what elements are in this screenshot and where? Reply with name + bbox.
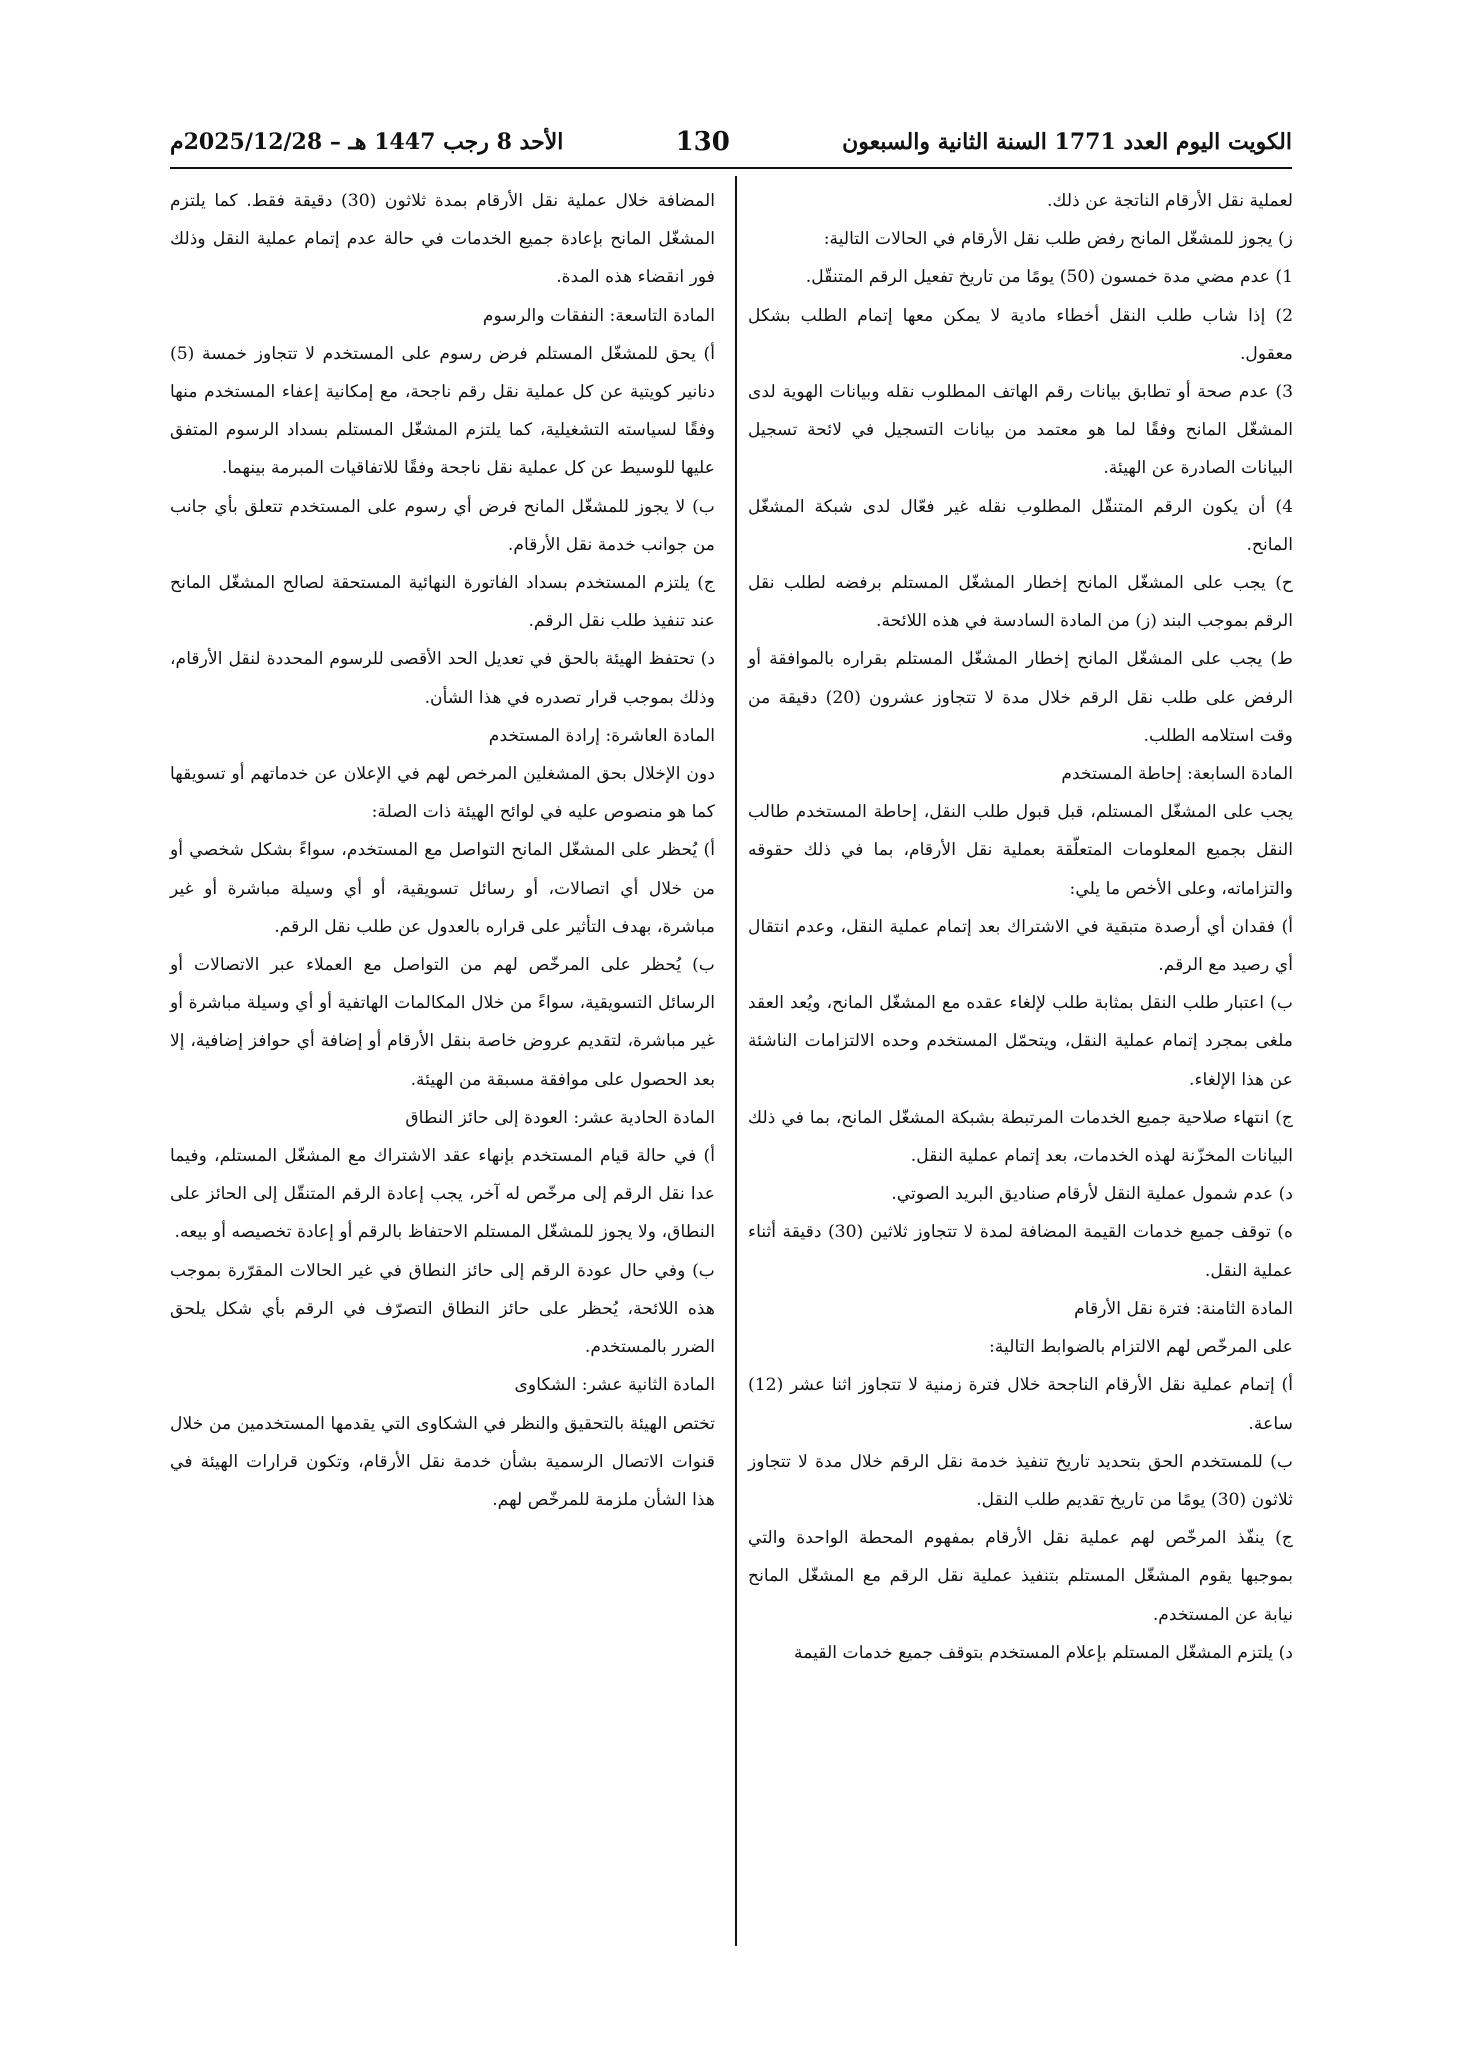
paragraph: د) تحتفظ الهيئة بالحق في تعديل الحد الأقصى للرسوم المحددة لنقل الأرقام، وذلك بموجب قرار تصدره في هذا الشأن. xyxy=(170,649,715,708)
paragraph: ب) لا يجوز للمشغّل المانح فرض أي رسوم على المستخدم تتعلق بأي جانب من جوانب خدمة نقل الأرقام. xyxy=(170,496,715,555)
paragraph: ج) ينفّذ المرخّص لهم عملية نقل الأرقام بمفهوم المحطة الواحدة والتي بموجبها يقوم المشغّل المستلم بتنفيذ عملية نقل الرقم مع المشغّل المانح نيابة عن المستخدم. xyxy=(748,1528,1293,1625)
paragraph: أ) يُحظر على المشغّل المانح التواصل مع المستخدم، سواءً بشكل شخصي أو من خلال أي اتصالات، أو رسائل تسويقية، أو أي وسيلة مباشرة أو غير مباشرة، بهدف التأثير على قراره بالعدول عن طلب نقل الرقم. xyxy=(170,840,715,937)
column-divider xyxy=(735,176,737,1946)
paragraph: 4) أن يكون الرقم المتنقّل المطلوب نقله غير فعّال لدى شبكة المشغّل المانح. xyxy=(748,496,1293,555)
left-column xyxy=(170,182,715,1519)
paragraph: ج) انتهاء صلاحية جميع الخدمات المرتبطة بشبكة المشغّل المانح، بما في ذلك البيانات المخزّنة لهذه الخدمات، بعد إتمام عملية النقل. xyxy=(748,1107,1293,1167)
paragraph: ب) اعتبار طلب النقل بمثابة طلب لإلغاء عقده مع المشغّل المانح، ويُعد العقد ملغى بمجرد إتمام عملية النقل، ويتحمّل المستخدم وحده الالتزامات الناشئة عن هذا الإلغاء. xyxy=(748,993,1293,1090)
paragraph: دون الإخلال بحق المشغلين المرخص لهم في الإعلان عن خدماتهم أو تسويقها كما هو منصوص عليه في لوائح الهيئة ذات الصلة: xyxy=(170,764,715,823)
paragraph: ز) يجوز للمشغّل المانح رفض طلب نقل الأرقام في الحالات التالية: xyxy=(823,229,1293,250)
article-heading: المادة الحادية عشر: العودة إلى حائز النطاق xyxy=(405,1107,715,1128)
article-heading: المادة التاسعة: النفقات والرسوم xyxy=(482,305,715,326)
paragraph: أ) إتمام عملية نقل الأرقام الناجحة خلال فترة زمنية لا تتجاوز اثنا عشر (12) ساعة. xyxy=(748,1375,1293,1434)
page-number: 130 xyxy=(675,127,730,157)
paragraph: ه) توقف جميع خدمات القيمة المضافة لمدة لا تتجاوز ثلاثين (30) دقيقة أثناء عملية النقل. xyxy=(748,1222,1293,1281)
right-column xyxy=(748,182,1293,1672)
paragraph: 1) عدم مضي مدة خمسون (50) يومًا من تاريخ تفعيل الرقم المتنقّل. xyxy=(805,267,1293,288)
paragraph: المضافة خلال عملية نقل الأرقام بمدة ثلاثون (30) دقيقة فقط. كما يلتزم المشغّل المانح بإعادة جميع الخدمات في حالة عدم إتمام عملية النقل وذلك فور انقضاء هذه المدة. xyxy=(170,191,715,288)
gazette-issue-info: الكويت اليوم العدد 1771 السنة الثانية والسبعون xyxy=(842,129,1292,155)
paragraph: أ) فقدان أي أرصدة متبقية في الاشتراك بعد إتمام عملية النقل، وعدم انتقال أي رصيد مع الرقم. xyxy=(748,916,1293,976)
paragraph: أ) يحق للمشغّل المستلم فرض رسوم على المستخدم لا تتجاوز خمسة (5) دنانير كويتية عن كل عملية نقل رقم ناجحة، مع إمكانية إعفاء المستخدم منها وفقًا لسياسته التشغيلية، كما يلتزم المشغّل المستلم بسداد الرسوم المتفق عليها للوسيط عن كل عملية نقل ناجحة وفقًا للاتفاقيات المبرمة بينهما. xyxy=(170,343,715,479)
paragraph: د) عدم شمول عملية النقل لأرقام صناديق البريد الصوتي. xyxy=(891,1184,1293,1205)
paragraph: يجب على المشغّل المستلم، قبل قبول طلب النقل، إحاطة المستخدم طالب النقل بجميع المعلومات المتعلّقة بعملية نقل الأرقام، بما في ذلك حقوقه والتزاماته، وعلى الأخص ما يلي: xyxy=(748,802,1293,899)
paragraph: لعملية نقل الأرقام الناتجة عن ذلك. xyxy=(1046,191,1293,211)
paragraph: ح) يجب على المشغّل المانح إخطار المشغّل المستلم برفضه لطلب نقل الرقم بموجب البند (ز) من المادة السادسة في هذه اللائحة. xyxy=(748,573,1293,632)
paragraph: ب) وفي حال عودة الرقم إلى حائز النطاق في غير الحالات المقرّرة بموجب هذه اللائحة، يُحظر على حائز النطاق التصرّف في الرقم بأي شكل يلحق الضرر بالمستخدم. xyxy=(170,1260,715,1358)
paragraph: ب) للمستخدم الحق بتحديد تاريخ تنفيذ خدمة نقل الرقم خلال مدة لا تتجاوز ثلاثون (30) يومًا من تاريخ تقديم طلب النقل. xyxy=(748,1451,1293,1510)
article-heading: المادة العاشرة: إرادة المستخدم xyxy=(488,725,715,746)
header-divider xyxy=(170,167,1292,169)
article-heading: المادة السابعة: إحاطة المستخدم xyxy=(1061,764,1293,785)
article-heading: المادة الثانية عشر: الشكاوى xyxy=(514,1375,715,1396)
paragraph: ب) يُحظر على المرخّص لهم من التواصل مع العملاء عبر الاتصالات أو الرسائل التسويقية، سواءً من خلال المكالمات الهاتفية أو أي وسيلة مباشرة أو غير مباشرة، لتقديم عروض خاصة بنقل الأرقام أو إضافة أي حوافز إضافية، إلا بعد الحصول على موافقة مسبقة من الهيئة. xyxy=(170,955,715,1090)
paragraph: 2) إذا شاب طلب النقل أخطاء مادية لا يمكن معها إتمام الطلب بشكل معقول. xyxy=(748,305,1293,364)
paragraph: تختص الهيئة بالتحقيق والنظر في الشكاوى التي يقدمها المستخدمين من خلال قنوات الاتصال الرسمية بشأن خدمة نقل الأرقام، وتكون قرارات الهيئة في هذا الشأن ملزمة للمرخّص لهم. xyxy=(170,1413,715,1510)
paragraph: أ) في حالة قيام المستخدم بإنهاء عقد الاشتراك مع المشغّل المستلم، وفيما عدا نقل الرقم إلى مرخّص له آخر، يجب إعادة الرقم المتنقّل إلى الحائز على النطاق، ولا يجوز للمشغّل المستلم الاحتفاظ بالرقم أو إعادة تخصيصه أو بيعه. xyxy=(170,1146,715,1243)
paragraph: 3) عدم صحة أو تطابق بيانات رقم الهاتف المطلوب نقله وبيانات الهوية لدى المشغّل المانح وفقًا لما هو معتمد من بيانات التسجيل في لائحة تسجيل البيانات الصادرة عن الهيئة. xyxy=(748,382,1293,479)
paragraph: ج) يلتزم المستخدم بسداد الفاتورة النهائية المستحقة لصالح المشغّل المانح عند تنفيذ طلب نقل الرقم. xyxy=(170,573,715,632)
paragraph: ط) يجب على المشغّل المانح إخطار المشغّل المستلم بقراره بالموافقة أو الرفض على طلب نقل الرقم خلال مدة لا تتجاوز عشرون (20) دقيقة من وقت استلامه الطلب. xyxy=(748,649,1294,746)
issue-date: الأحد 8 رجب 1447 هـ – 2025/12/28م xyxy=(170,129,564,155)
page-header xyxy=(170,118,1292,166)
paragraph: د) يلتزم المشغّل المستلم بإعلام المستخدم بتوقف جميع خدمات القيمة xyxy=(794,1642,1293,1663)
paragraph: على المرخّص لهم الالتزام بالضوابط التالية: xyxy=(989,1337,1293,1358)
article-heading: المادة الثامنة: فترة نقل الأرقام xyxy=(1074,1298,1293,1319)
